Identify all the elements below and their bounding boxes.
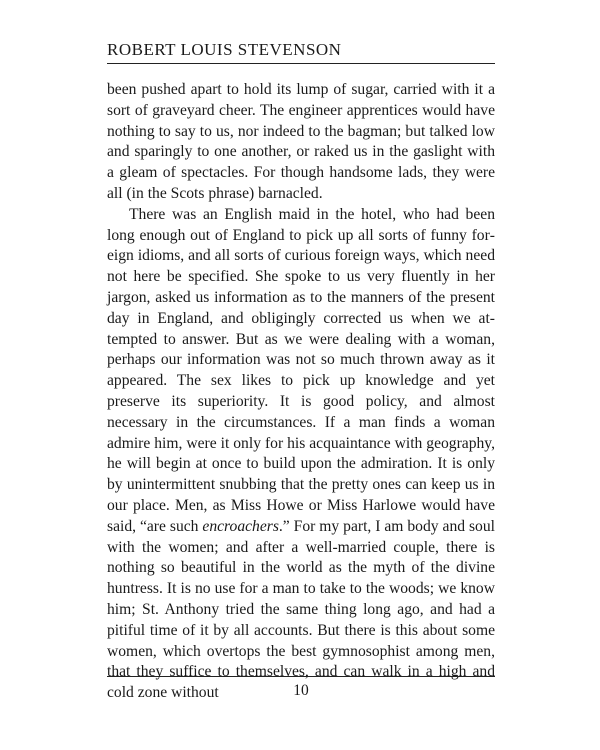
paragraph-2-text-b: .” For my part, I am body and soul with the women; and after a well-married couple, there is nothing so beautiful in the world as the myth of the divine huntress. It is no use for a man to take to the woods; we know him; St. Anthony tried the same thing long ago, and had a pitiful time of it by all accounts. But there is this about some women, which overtops the best gymnosophist among men, that they suffice to themselves, and can walk in a high and cold zone without [107, 517, 495, 702]
header-rule [107, 63, 495, 64]
page-number: 10 [293, 682, 309, 699]
paragraph-2 [107, 205, 495, 704]
running-head: ROBERT LOUIS STEVENSON [107, 40, 342, 59]
paragraph-2-italic: encroachers [202, 517, 279, 535]
footer-rule [107, 676, 495, 677]
body-text [107, 80, 495, 704]
paragraph-1: been pushed apart to hold its lump of sugar, carried with it a sort of graveyard cheer. The engineer apprentices would have nothing to say to us, nor indeed to the bagman; but talked low and sparingly to one another, or raked us in the gaslight with a gleam of spectacles. For though handsome lads, they were all (in the Scots phrase) barnacled. [107, 81, 495, 202]
paragraph-2-text-a: There was an English maid in the hotel, who had been long enough out of England to pick up all sorts of funny foreign idioms, and all sorts of curious foreign ways, which need not here be specified. She spoke to us very fluently in her jargon, asked us information as to the manners of the present day in England, and obligingly corrected us when we attempted to answer. But as we were dealing with a woman, perhaps our information was not so much thrown away as it appeared. The sex likes to pick up knowledge and yet preserve its superiority. It is good policy, and almost necessary in the circumstances. If a man finds a woman admire him, were it only for his acquaintance with geography, he will begin at once to build upon the admiration. It is only by unintermittent snubbing that the pretty ones can keep us in our place. Men, as Miss Howe or Miss Harlowe would have said, “are such [107, 205, 495, 535]
